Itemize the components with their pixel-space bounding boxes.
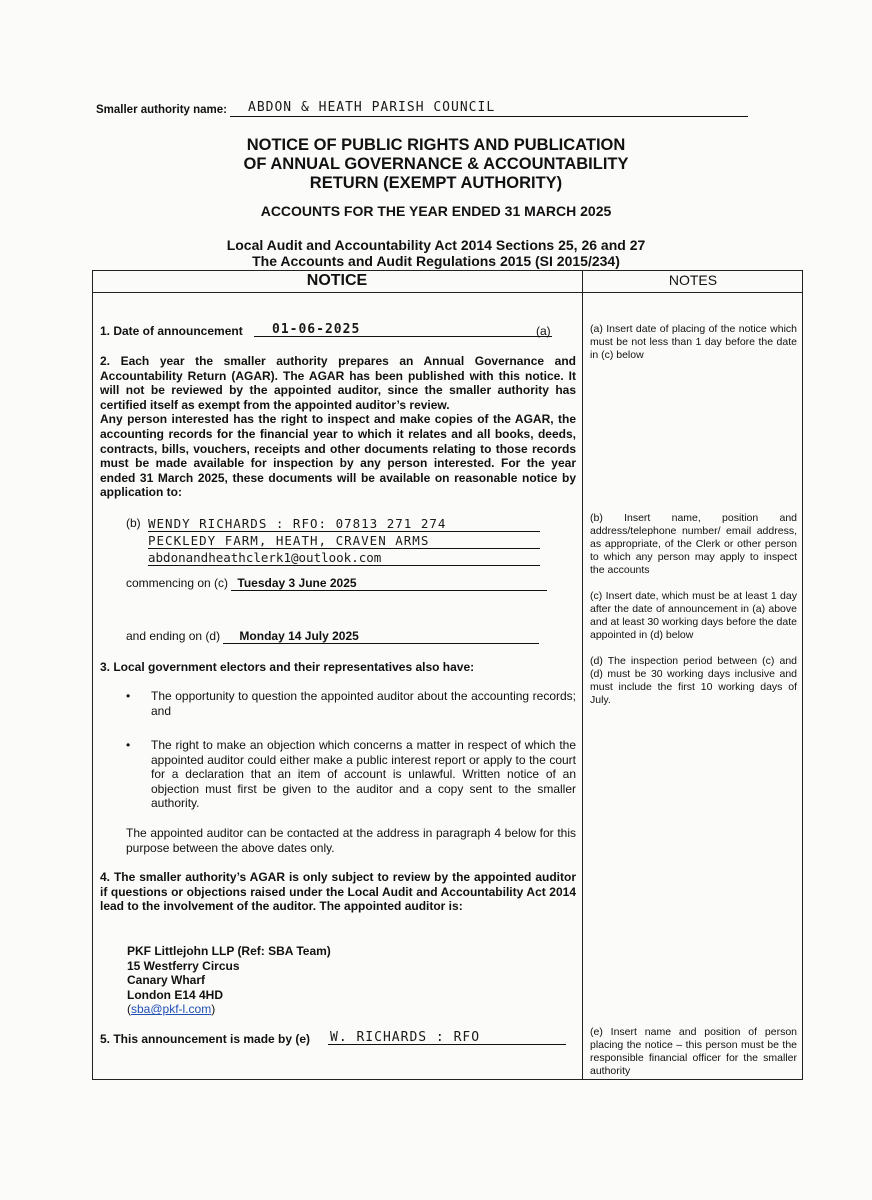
authority-name-value: ABDON & HEATH PARISH COUNCIL	[230, 100, 748, 117]
item-3-heading: 3. Local government electors and their representatives also have:	[100, 660, 475, 674]
commencing-label: commencing on (c)	[126, 576, 229, 590]
authority-name-label: Smaller authority name:	[96, 104, 228, 116]
auditor-address	[127, 944, 331, 1017]
note-c: (c) Insert date, which must be at least 1 day after the date of announcement in (a) above and at least 30 working days before the date appointed in (d) below	[590, 590, 797, 641]
title-line: RETURN (EXEMPT AUTHORITY)	[309, 174, 563, 192]
note-b: (b) Insert name, position and address/telephone number/ email address, as appropriate, of the Clerk or other person to which any person may apply to inspect the accounts	[590, 512, 797, 576]
notice-title	[150, 136, 722, 193]
ending-row	[126, 629, 556, 644]
item-1-date-of-announcement	[100, 322, 576, 342]
contact-email: abdonandheathclerk1@outlook.com	[148, 550, 540, 566]
contact-line: PECKLEDY FARM, HEATH, CRAVEN ARMS	[148, 533, 540, 549]
note-e: (e) Insert name and position of person placing the notice – this person must be the responsible financial officer for the smaller authority	[590, 1026, 797, 1077]
accounts-year-heading: ACCOUNTS FOR THE YEAR ENDED 31 MARCH 2025	[260, 203, 612, 219]
announcement-date-value: 01-06-2025	[254, 322, 552, 337]
bullet-item: The right to make an objection which concerns a matter in respect of which the appointed auditor could either make a public interest report or apply to the court for a declaration that an item of account is unlawful. Written notice of an objection must first be given to the auditor and a copy sent to the smaller authority.	[151, 738, 576, 811]
address-line: London E14 4HD	[127, 987, 224, 1002]
legislation-line: The Accounts and Audit Regulations 2015 (SI 2015/234)	[252, 253, 620, 269]
column-divider	[582, 270, 583, 1080]
announcer-value: W. RICHARDS : RFO	[328, 1030, 566, 1045]
auditor-email-row: (sba@pkf-l.com)	[127, 1002, 216, 1017]
bullet-dot: •	[126, 689, 131, 703]
contact-line: WENDY RICHARDS : RFO: 07813 271 274	[148, 516, 540, 532]
commencing-row	[126, 576, 556, 591]
item-2-rights-text: Any person interested has the right to inspect and make copies of the AGAR, the accounting records for the financial year to which it relates and all books, deeds, contracts, bills, vouchers, receipts and other documents relating to those records must be made available for inspection by any person interested. For the year ended 31 March 2025, these documents will be available on reasonable notice by application to:	[100, 412, 576, 500]
item-2-bold-text: 2. Each year the smaller authority prepares an Annual Governance and Accountability Return (AGAR). The AGAR has been published with this notice. It will not be reviewed by the appointed auditor, since the smaller authority has certified itself as exempt from the appointed auditor’s review.	[100, 354, 576, 412]
authority-name-row	[96, 100, 736, 122]
bullet-dot: •	[126, 738, 131, 752]
item-2-paragraph	[100, 354, 576, 500]
item-5-announcement-by	[100, 1030, 576, 1050]
title-line: OF ANNUAL GOVERNANCE & ACCOUNTABILITY	[243, 155, 629, 173]
notes-column-heading: NOTES	[668, 272, 718, 288]
note-d: (d) The inspection period between (c) and (d) must be 30 working days inclusive and must include the first 10 working days of July.	[590, 655, 797, 706]
title-line: NOTICE OF PUBLIC RIGHTS AND PUBLICATION	[246, 136, 626, 154]
notice-column-heading: NOTICE	[306, 272, 368, 289]
note-ref-a: (a)	[536, 324, 551, 338]
bullet-item: The opportunity to question the appointed auditor about the accounting records; and	[151, 689, 576, 718]
item-1-label: 1. Date of announcement	[100, 324, 243, 338]
auditor-email-link[interactable]: sba@pkf-l.com	[131, 1002, 212, 1017]
commencing-date: Tuesday 3 June 2025	[231, 576, 547, 591]
item-5-label: 5. This announcement is made by (e)	[100, 1032, 311, 1046]
note-a: (a) Insert date of placing of the notice which must be not less than 1 day before the date in (c) below	[590, 323, 797, 361]
item-4-paragraph: 4. The smaller authority’s AGAR is only subject to review by the appointed auditor if questions or objections raised under the Local Audit and Accountability Act 2014 lead to the involvement of the auditor. The appointed auditor is:	[100, 870, 576, 914]
legislation-heading	[150, 237, 722, 269]
header-divider	[92, 292, 803, 293]
note-ref-b: (b)	[126, 516, 141, 530]
address-line: Canary Wharf	[127, 973, 206, 988]
auditor-contact-text: The appointed auditor can be contacted at the address in paragraph 4 below for this purpose between the above dates only.	[126, 826, 576, 855]
address-line: PKF Littlejohn LLP (Ref: SBA Team)	[127, 944, 331, 958]
legislation-line: Local Audit and Accountability Act 2014 Sections 25, 26 and 27	[226, 237, 646, 253]
ending-date: Monday 14 July 2025	[223, 629, 539, 644]
ending-label: and ending on (d)	[126, 629, 221, 643]
address-line: 15 Westferry Circus	[127, 958, 240, 973]
